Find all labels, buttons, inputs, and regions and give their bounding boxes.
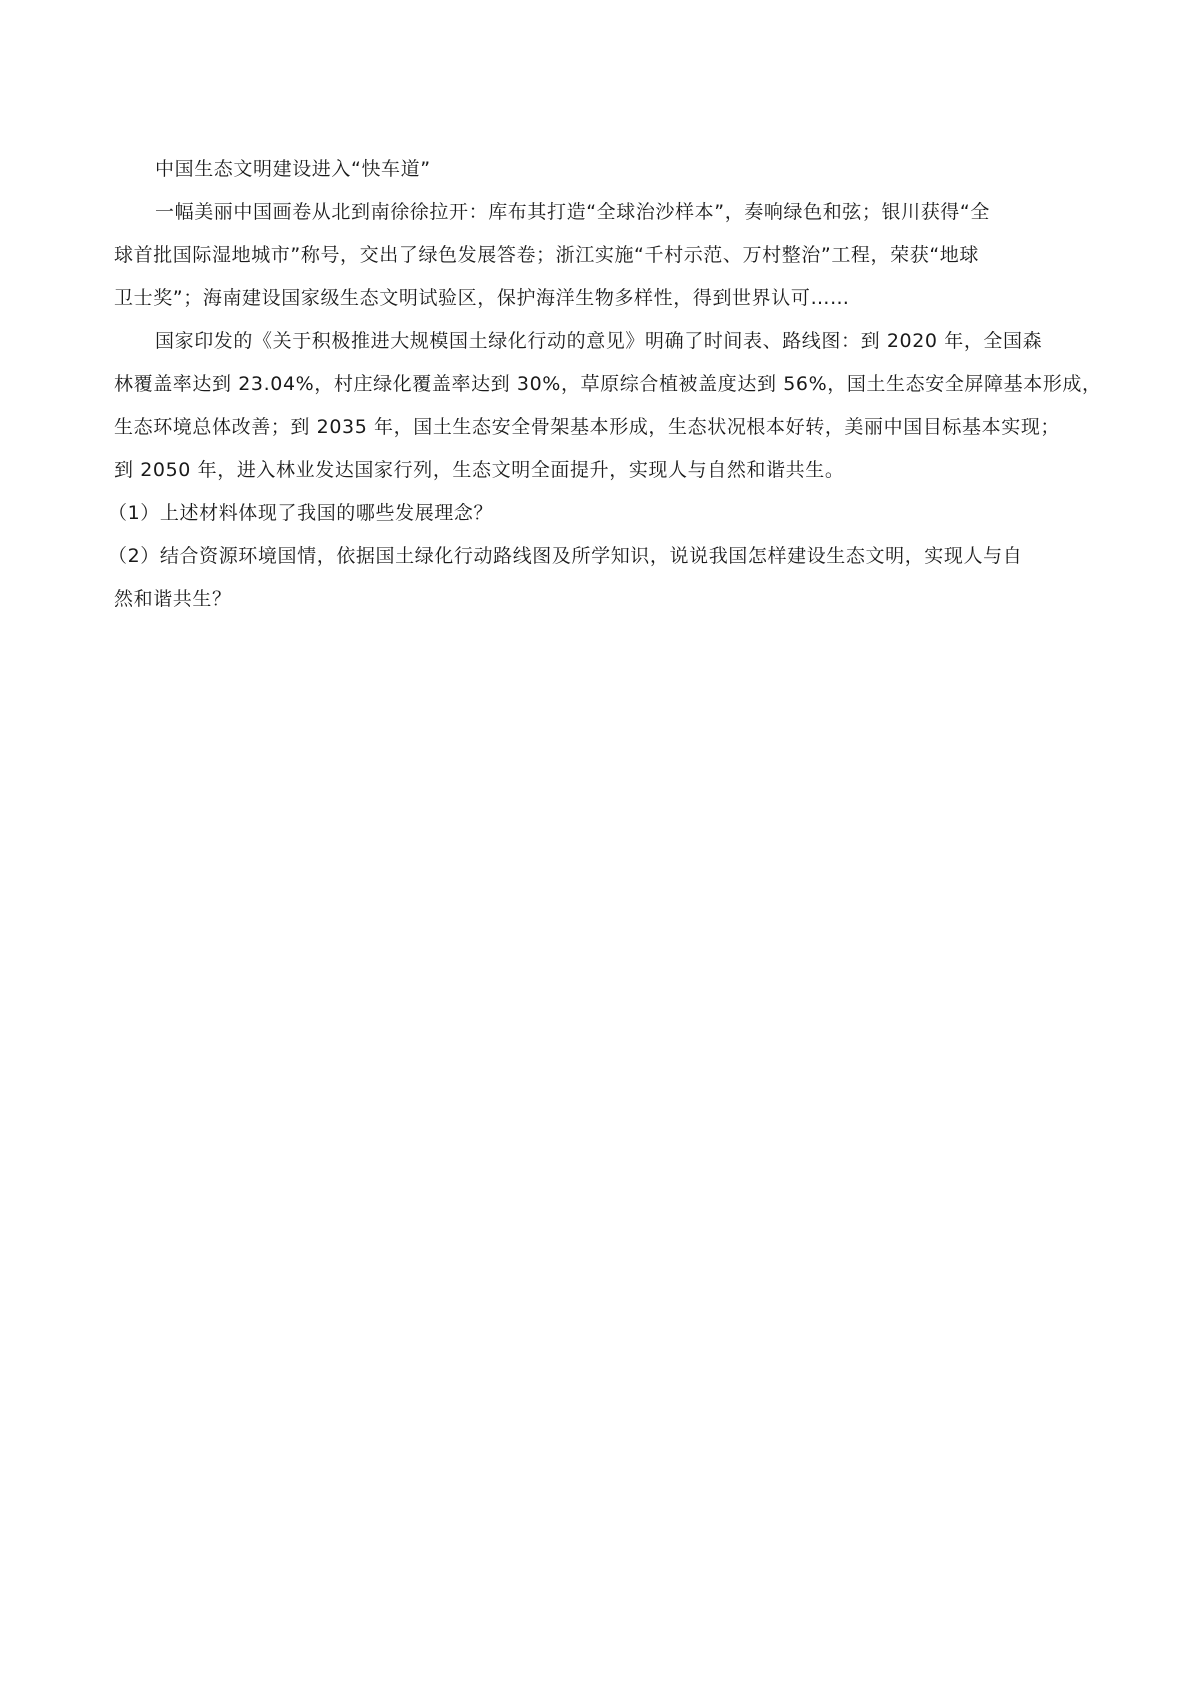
paragraph-line: 卫士奖”；海南建设国家级生态文明试验区，保护海洋生物多样性，得到世界认可…… — [114, 287, 850, 309]
document-body — [108, 148, 1102, 621]
question-2 — [108, 535, 1099, 621]
paragraph-line: 球首批国际湿地城市”称号，交出了绿色发展答卷；浙江实施“千村示范、万村整治”工程，荣获“地球 — [114, 244, 979, 266]
question-line: （2）结合资源环境国情，依据国土绿化行动路线图及所学知识，说说我国怎样建设生态文明，实现人与自 — [108, 545, 1023, 567]
paragraph-roadmap — [114, 320, 1102, 492]
material-title: 中国生态文明建设进入“快车道” — [155, 158, 431, 180]
paragraph-examples — [114, 191, 1099, 320]
paragraph-line: 林覆盖率达到 23.04%，村庄绿化覆盖率达到 30%，草原综合植被盖度达到 56%，国土生态安全屏障基本形成， — [114, 373, 1102, 395]
paragraph-line: 生态环境总体改善；到 2035 年，国土生态安全骨架基本形成，生态状况根本好转，美丽中国目标基本实现； — [114, 416, 1061, 438]
paragraph-line: 到 2050 年，进入林业发达国家行列，生态文明全面提升，实现人与自然和谐共生。 — [114, 459, 845, 481]
paragraph-line: 国家印发的《关于积极推进大规模国土绿化行动的意见》明确了时间表、路线图：到 2020 年，全国森 — [155, 330, 1043, 352]
question-1: （1）上述材料体现了我国的哪些发展理念？ — [108, 502, 494, 524]
question-line: 然和谐共生？ — [114, 588, 232, 610]
paragraph-line: 一幅美丽中国画卷从北到南徐徐拉开：库布其打造“全球治沙样本”，奏响绿色和弦；银川获得“全 — [155, 201, 990, 223]
